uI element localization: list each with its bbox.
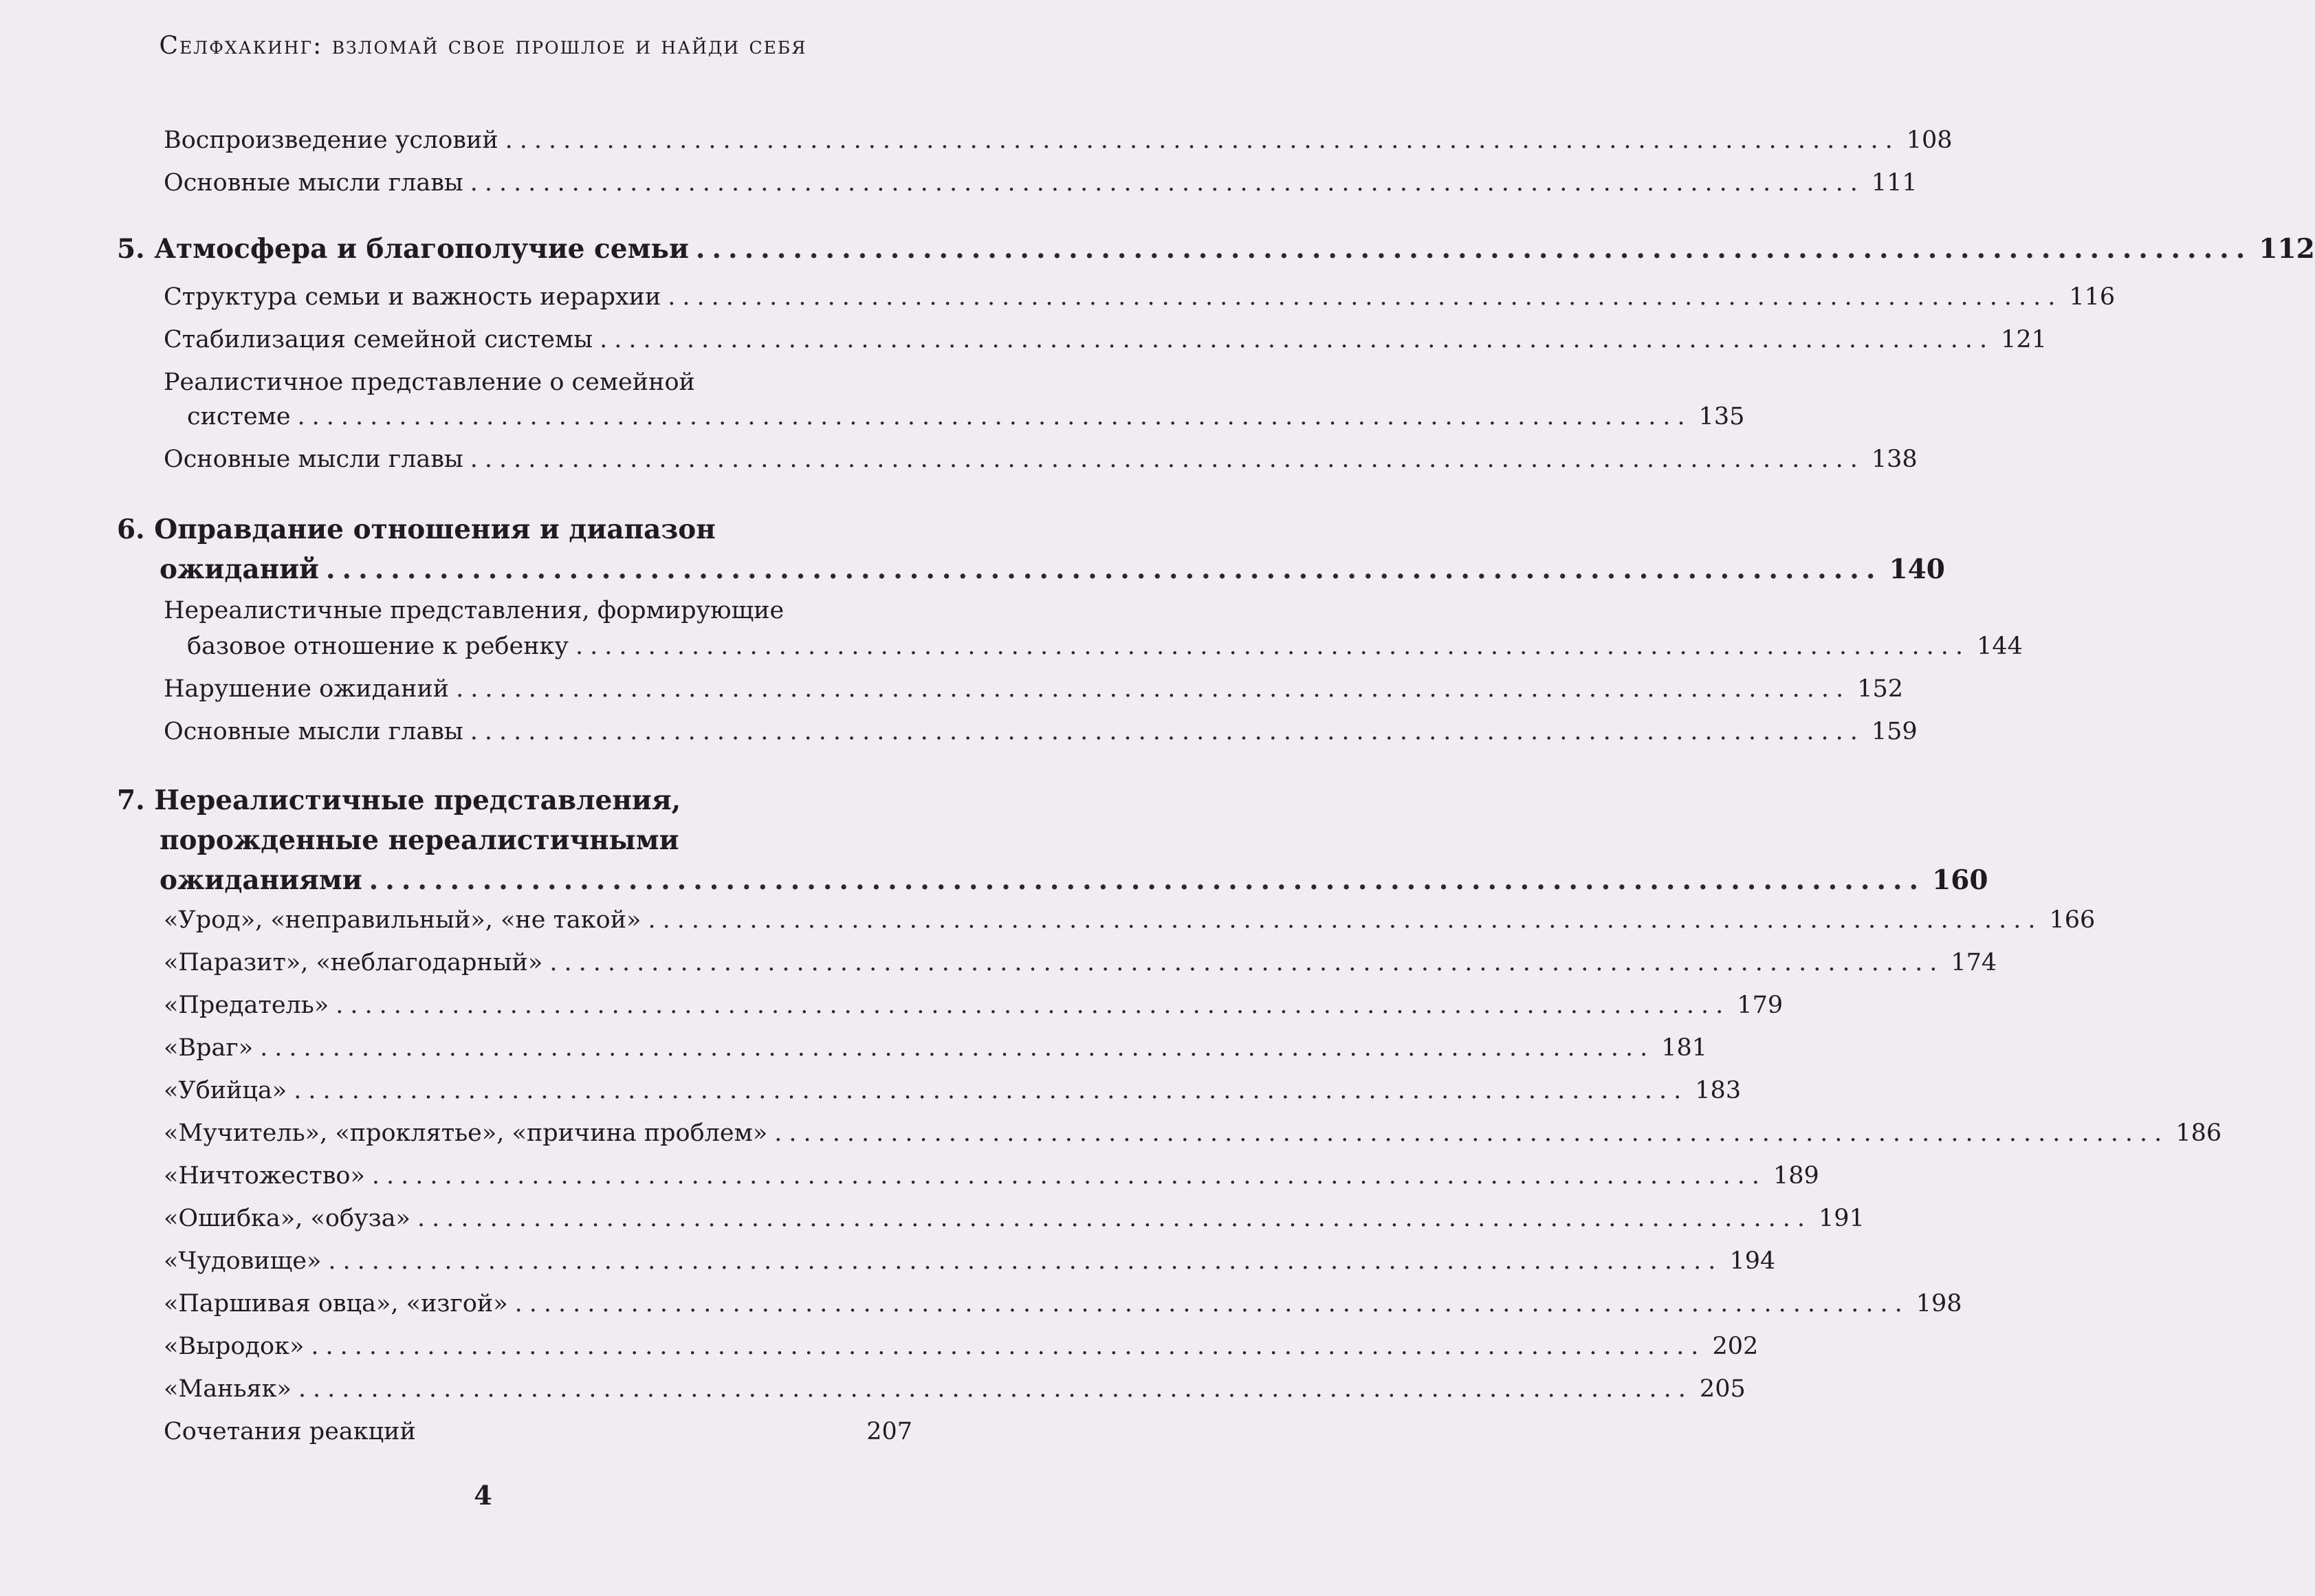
toc-entry-title-line: Нереалистичные представления, формирующие [164, 597, 785, 624]
toc-entry[interactable] [164, 325, 2047, 355]
toc-entry[interactable] [164, 948, 1997, 978]
running-head: Селфхакинг: взломай свое прошлое и найди себя [159, 32, 807, 60]
toc-entry-title: Основные мысли главы [164, 446, 463, 473]
dot-leader: ................................................................................................ [470, 718, 1865, 745]
toc-entry-page: 207 [866, 1418, 912, 1445]
toc-entry[interactable] [164, 125, 1953, 155]
toc-entry-page: 138 [1871, 446, 1918, 473]
dot-leader: ................................................................................................ [369, 864, 1926, 896]
toc-entry[interactable] [164, 1075, 1742, 1106]
dot-leader: ................................................................................................ [505, 127, 1900, 154]
toc-entry-page: 181 [1661, 1034, 1708, 1062]
toc-entry-page: 166 [2049, 906, 2096, 934]
toc-entry[interactable] [164, 905, 2096, 935]
toc-entry-page: 116 [2069, 283, 2116, 311]
toc-entry-title: «Мучитель», «проклятье», «причина проблем» [164, 1119, 768, 1147]
toc-entry-title: «Паршивая овца», «изгой» [164, 1290, 508, 1318]
toc-entry-page: 135 [1698, 403, 1745, 430]
toc-chapter-page: 112 [2259, 233, 2315, 265]
toc-entry-title: «Выродок» [164, 1333, 305, 1360]
toc-entry-page: 159 [1871, 718, 1918, 745]
toc-entry[interactable] [187, 402, 1745, 432]
toc-entry-title: системе [187, 403, 291, 430]
toc-entry-page: 179 [1737, 992, 1784, 1019]
toc-entry[interactable] [164, 1033, 1708, 1063]
toc-entry-title: «Ошибка», «обуза» [164, 1205, 410, 1232]
dot-leader: ................................................................................................ [336, 992, 1731, 1019]
toc-entry-page: 194 [1729, 1247, 1776, 1275]
toc-entry-title: «Чудовище» [164, 1247, 322, 1275]
dot-leader: ................................................................................................ [549, 949, 1944, 976]
toc-entry[interactable] [164, 444, 1918, 474]
toc-chapter[interactable] [160, 554, 1945, 585]
toc-entry[interactable] [164, 1331, 1759, 1362]
toc-entry-page: 174 [1951, 949, 1997, 976]
toc-entry-title: Нарушение ожиданий [164, 675, 450, 703]
dot-leader: ................................................................................................ [294, 1077, 1689, 1104]
toc-entry-title: Основные мысли главы [164, 718, 463, 745]
toc-entry[interactable] [164, 1118, 2222, 1148]
dot-leader: ................................................................................................ [456, 675, 1851, 703]
toc-entry-title: «Паразит», «неблагодарный» [164, 949, 543, 976]
toc-entry[interactable] [164, 1417, 912, 1447]
toc-entry-title: базовое отношение к ребенку [187, 633, 569, 660]
toc-entry[interactable] [164, 674, 1903, 704]
toc-chapter-title: ожиданиями [160, 864, 362, 896]
toc-entry-title: Структура семьи и важность иерархии [164, 283, 661, 311]
toc-entry-title: «Маньяк» [164, 1375, 292, 1403]
toc-chapter-page: 140 [1889, 554, 1945, 585]
dot-leader: ................................................................................................ [470, 169, 1865, 197]
toc-entry-title: «Враг» [164, 1034, 254, 1062]
dot-leader: ................................................................................................ [774, 1119, 2169, 1147]
dot-leader: ................................................................................................ [695, 233, 2252, 265]
dot-leader: ................................................................................................ [371, 1162, 1766, 1190]
toc-entry-page: 186 [2175, 1119, 2222, 1147]
toc-entry[interactable] [164, 1161, 1819, 1191]
dot-leader: ................................................................................................ [328, 1247, 1723, 1275]
toc-entry[interactable] [164, 1289, 1962, 1319]
toc-chapter[interactable] [117, 233, 2315, 265]
toc-entry-page: 191 [1819, 1205, 1865, 1232]
toc-entry-page: 198 [1916, 1290, 1962, 1318]
toc-entry-page: 202 [1712, 1333, 1759, 1360]
dot-leader: ................................................................................................ [668, 283, 2063, 311]
toc-entry-page: 121 [2001, 326, 2047, 353]
dot-leader: ................................................................................................ [311, 1333, 1706, 1360]
toc-chapter-title-line: порожденные нереалистичными [160, 824, 679, 856]
toc-entry-title: Сочетания реакций [164, 1418, 416, 1445]
toc-entry[interactable] [164, 990, 1784, 1020]
toc-entry[interactable] [164, 168, 1918, 198]
toc-entry-page: 108 [1906, 127, 1953, 154]
toc-entry-page: 205 [1699, 1375, 1746, 1403]
toc-entry-title: Стабилизация семейной системы [164, 326, 593, 353]
dot-leader: ................................................................................................ [575, 633, 1971, 660]
toc-entry-title: «Убийца» [164, 1077, 287, 1104]
toc-entry-page: 183 [1695, 1077, 1742, 1104]
toc-chapter-title: 5. Атмосфера и благополучие семьи [117, 233, 689, 265]
dot-leader: ................................................................................................ [260, 1034, 1655, 1062]
dot-leader: ................................................................................................ [297, 403, 1692, 430]
dot-leader: ................................................................................................ [600, 326, 1995, 353]
dot-leader: ................................................................................................ [298, 1375, 1693, 1403]
toc-entry-page: 189 [1773, 1162, 1819, 1190]
toc-entry-title: «Ничтожество» [164, 1162, 365, 1190]
toc-entry[interactable] [164, 1203, 1865, 1234]
toc-entry[interactable] [187, 631, 2023, 662]
page-number: 4 [474, 1480, 492, 1511]
toc-entry-title: Основные мысли главы [164, 169, 463, 197]
dot-leader: ................................................................................................ [514, 1290, 1909, 1318]
toc-entry-title: Воспроизведение условий [164, 127, 498, 154]
toc-entry-page: 144 [1977, 633, 2023, 660]
toc-entry[interactable] [164, 717, 1918, 747]
toc-chapter[interactable] [160, 864, 1988, 896]
toc-entry[interactable] [164, 282, 2116, 312]
toc-entry-title: «Предатель» [164, 992, 329, 1019]
toc-entry-title-line: Реалистичное представление о семейной [164, 369, 695, 396]
toc-entry[interactable] [164, 1374, 1746, 1404]
toc-chapter-page: 160 [1932, 864, 1988, 896]
dot-leader: ................................................................................................ [325, 554, 1883, 585]
dot-leader: ................................................................................................ [648, 906, 2043, 934]
toc-entry-page: 152 [1857, 675, 1903, 703]
dot-leader: ................................................................................................ [470, 446, 1865, 473]
toc-chapter-title-line: 7. Нереалистичные представления, [117, 785, 681, 816]
toc-entry[interactable] [164, 1246, 1776, 1276]
dot-leader: ................................................................................................ [417, 1205, 1812, 1232]
toc-entry-title: «Урод», «неправильный», «не такой» [164, 906, 641, 934]
toc-chapter-title: ожиданий [160, 554, 319, 585]
toc-entry-page: 111 [1871, 169, 1918, 197]
toc-chapter-title-line: 6. Оправдание отношения и диапазон [117, 514, 716, 545]
